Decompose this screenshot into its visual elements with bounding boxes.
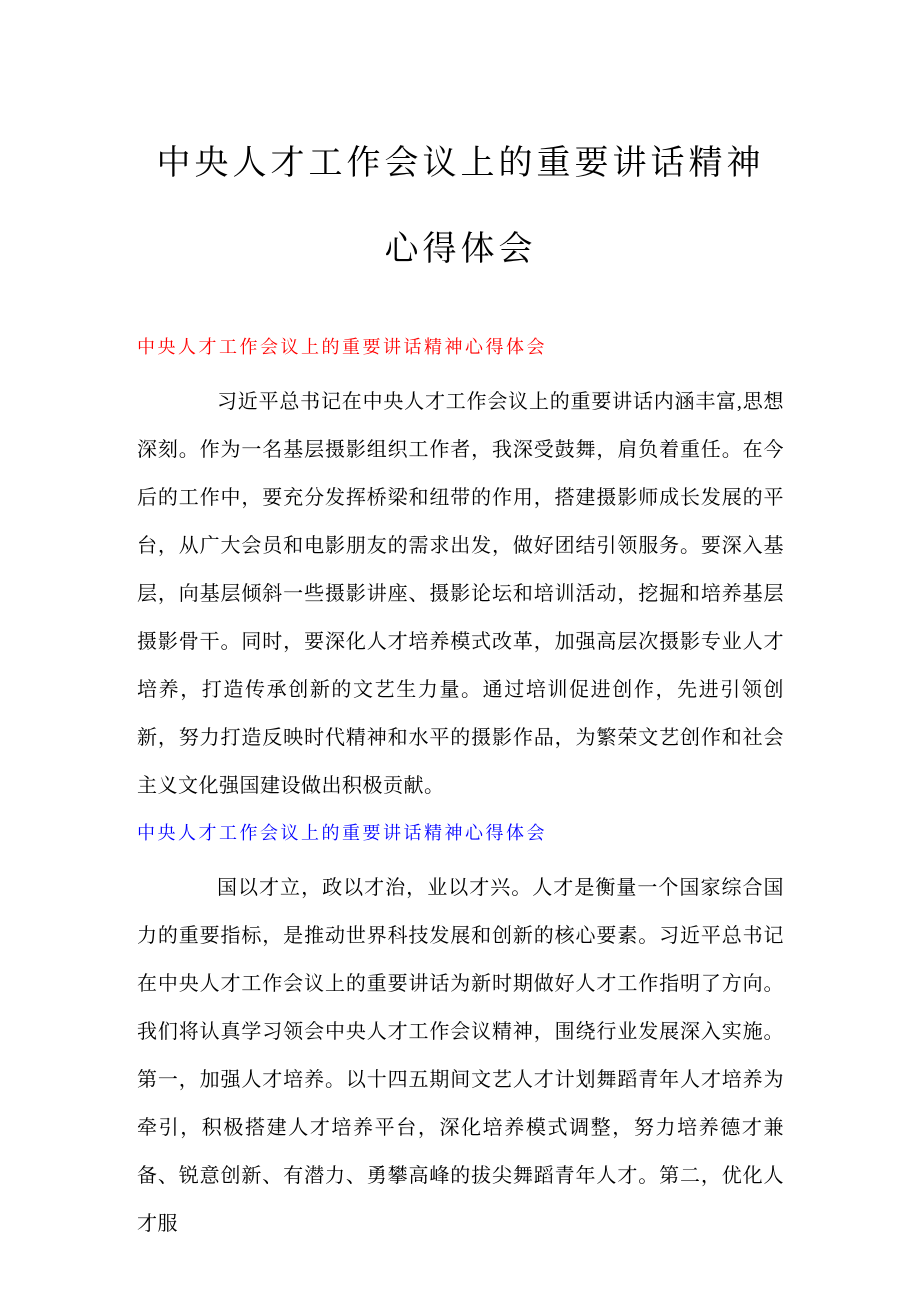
section-2 — [137, 820, 784, 1248]
section-2-heading: 中央人才工作会议上的重要讲话精神心得体会 — [137, 823, 547, 843]
document-title — [137, 120, 784, 292]
section-2-paragraph: 国以才立，政以才治，业以才兴。人才是衡量一个国家综合国力的重要指标，是推动世界科技发展和创新的核心要素。习近平总书记在中央人才工作会议上的重要讲话为新时期做好人才工作指明了方向。我们将认真学习领会中央人才工作会议精神，围绕行业发展深入实施。第一，加强人才培养。以十四五期间文艺人才计划舞蹈青年人才培养为牵引，积极搭建人才培养平台，深化培养模式调整，努力培养德才兼备、锐意创新、有潜力、勇攀高峰的拔尖舞蹈青年人才。第二，优化人才服 — [137, 877, 784, 1235]
document-title-line-1: 中央人才工作会议上的重要讲话精神 — [156, 144, 765, 182]
section-1-heading: 中央人才工作会议上的重要讲话精神心得体会 — [137, 337, 547, 357]
section-1-paragraph: 习近平总书记在中央人才工作会议上的重要讲话内涵丰富,思想深刻。作为一名基层摄影组织工作者，我深受鼓舞，肩负着重任。在今后的工作中，要充分发挥桥梁和纽带的作用，搭建摄影师成长发展的平台，从广大会员和电影朋友的需求出发，做好团结引领服务。要深入基层，向基层倾斜一些摄影讲座、摄影论坛和培训活动，挖掘和培养基层摄影骨干。同时，要深化人才培养模式改革，加强高层次摄影专业人才培养，打造传承创新的文艺生力量。通过培训促进创作，先进引领创新，努力打造反映时代精神和水平的摄影作品，为繁荣文艺创作和社会主义文化强国建设做出积极贡献。 — [137, 391, 784, 797]
document-title-line-2: 心得体会 — [384, 230, 537, 268]
section-1 — [137, 334, 784, 810]
